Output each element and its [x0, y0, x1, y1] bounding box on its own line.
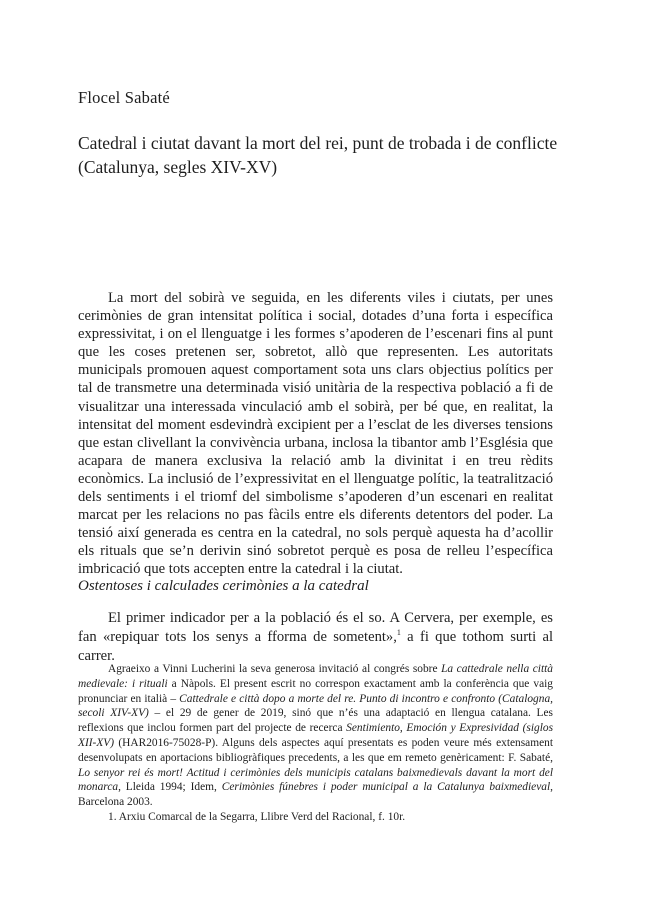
paragraph-2: [78, 609, 553, 666]
acknowledgement-note: [78, 662, 553, 810]
paragraph-2-text: [78, 609, 553, 666]
ack-italic-5: Cerimònies fúnebres i poder municipal a la Catalunya baixmedieval: [221, 781, 551, 794]
ack-italic-2: Cattedrale e città dopo a morte del re. Punto di incontro e confronto (Catalogna, secoli XIV-XV): [78, 692, 553, 720]
footnotes: [78, 662, 553, 825]
ack-text-5: , Lleida 1994; Idem,: [118, 781, 222, 794]
footnote-1: 1. Arxiu Comarcal de la Segarra, Llibre Verd del Racional, f. 10r.: [108, 810, 406, 823]
ack-text-2: a Nàpols. El present escrit no correspon exactament amb la conferència que vaig pronunciar en italià –: [78, 677, 553, 705]
paragraph-2-start: El primer indicador per a la població és el so. A Cervera, per exemple, es fan «repiquar tots los senys a fforma de sometent»,: [78, 610, 553, 645]
ack-text-6: , Barcelona 2003.: [78, 781, 553, 809]
paragraph-2-end: a fi que tothom surti al carrer.: [78, 629, 553, 664]
ack-text-4: (HAR2016-75028-P). Alguns dels aspectes aquí presentats es poden veure més extensament desenvolupats en aportacions bibliogràfiques precedents, a les que em remeto genèricament: F. Sabaté,: [78, 736, 553, 764]
paragraph-1: La mort del sobirà ve seguida, en les diferents viles i ciutats, per unes cerimònies de gran intensitat política i social, dotades d’una forta i específica expressivitat, i on el llenguatge i les formes s’apoderen de l’escenari fins al punt que les coses pretenen ser, sobretot, allò que representen. Les autoritats municipals promouen aquest comportament sota uns clars objectius polítics per tal de transmetre una determinada visió unitària de la respectiva població a fi de visualitzar una interessada vinculació amb el sobirà, per bé que, en realitat, la intensitat del moment esdevindrà excipient per a l’esclat de les diverses tensions que estan clivellant la convivència urbana, inclosa la tibantor amb l’Església que acapara de manera exclusiva la relació amb la divinitat i en treu rèdits econòmics. La inclusió de l’expressivitat en el llenguatge polític, la teatralització dels sentiments i el triomf del simbolisme s’apoderen d’un escenari en realitat marcat per les relacions no pas fàcils entre els diferents detentors del poder. La tensió així generada es centra en la catedral, no sols perquè aquesta ha d’acollir els rituals que se’n derivin sinó sobretot perquè es posa de relleu l’específica imbricació que tots accepten entre la catedral i la ciutat.: [78, 290, 553, 578]
article-title: [78, 131, 588, 179]
title-line-1: Catedral i ciutat davant la mort del rei, punt de trobada i de conflicte: [78, 133, 558, 153]
section-heading: Ostentoses i calculades cerimònies a la catedral: [78, 578, 369, 594]
ack-text-1: Agraeixo a Vinni Lucherini la seva generosa invitació al congrés sobre: [108, 663, 442, 675]
title-line-2: (Catalunya, segles XIV-XV): [78, 157, 278, 177]
ack-italic-1: La cattedrale nella città medievale: i rituali: [78, 663, 553, 690]
ack-italic-3: Sentimiento, Emoción y Expresividad (siglos XII-XV): [78, 722, 553, 749]
ack-text-3: – el 29 de gener de 2019, sinó que n’és una adaptació en llengua catalana. Les reflexions que inclou formen part del projecte de recerca: [78, 707, 553, 735]
ack-italic-4: Lo senyor rei és mort! Actitud i cerimònies dels municipis catalans baixmedievals davant la mort del monarca: [78, 766, 553, 794]
body-text: [78, 289, 553, 579]
author-name: Flocel Sabaté: [78, 88, 170, 107]
footnote-reference: 1: [396, 628, 401, 638]
